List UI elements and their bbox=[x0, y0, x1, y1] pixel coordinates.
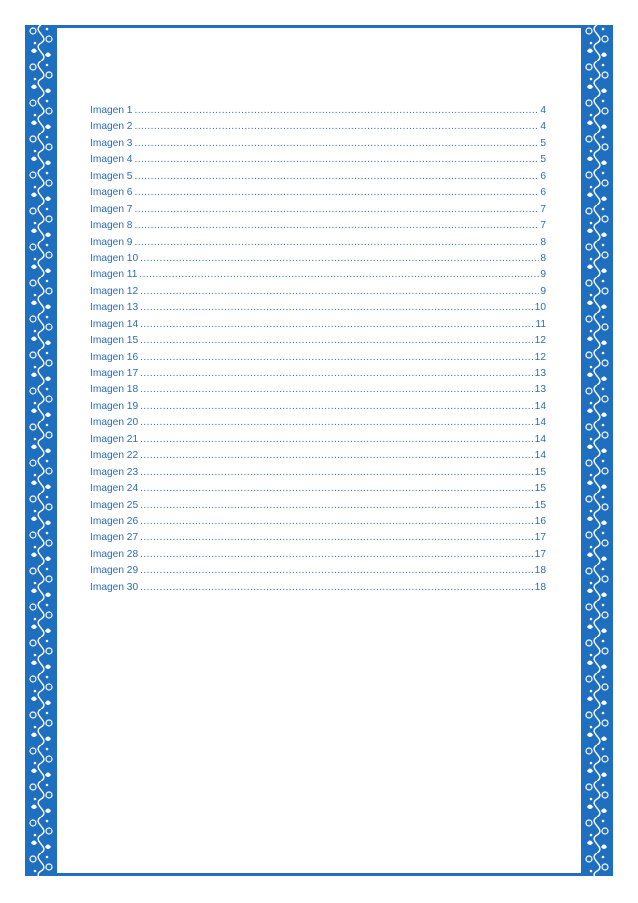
toc-dot-leader bbox=[140, 432, 534, 448]
toc-entry[interactable] bbox=[90, 119, 546, 135]
toc-entry-page-number: 12 bbox=[534, 335, 546, 347]
toc-entry-page-number: 6 bbox=[540, 187, 546, 199]
toc-entry[interactable] bbox=[90, 284, 546, 300]
toc-dot-leader bbox=[140, 399, 534, 415]
toc-entry-label: Imagen 18 bbox=[90, 384, 139, 396]
toc-entry-page-number: 18 bbox=[534, 581, 546, 593]
toc-dot-leader bbox=[134, 185, 539, 201]
toc-entry-page-number: 15 bbox=[534, 466, 546, 478]
toc-entry-page-number: 14 bbox=[534, 433, 546, 445]
toc-entry-label: Imagen 24 bbox=[90, 483, 139, 495]
toc-entry[interactable] bbox=[90, 530, 546, 546]
toc-entry[interactable] bbox=[90, 251, 546, 267]
toc-dot-leader bbox=[140, 317, 534, 333]
toc-entry-page-number: 8 bbox=[540, 236, 546, 248]
toc-dot-leader bbox=[140, 415, 534, 431]
toc-entry[interactable] bbox=[90, 366, 546, 382]
toc-entry[interactable] bbox=[90, 152, 546, 168]
toc-entry-label: Imagen 7 bbox=[90, 203, 133, 215]
toc-dot-leader bbox=[140, 251, 539, 267]
toc-entry-label: Imagen 17 bbox=[90, 368, 139, 379]
toc-dot-leader bbox=[140, 366, 534, 382]
toc-dot-leader bbox=[140, 563, 534, 579]
toc-entry-label: Imagen 5 bbox=[90, 170, 133, 182]
toc-entry[interactable] bbox=[90, 514, 546, 530]
toc-dot-leader bbox=[134, 103, 539, 119]
toc-entry[interactable] bbox=[90, 432, 546, 448]
toc-entry-label: Imagen 30 bbox=[90, 581, 139, 593]
toc-entry-label: Imagen 8 bbox=[90, 220, 133, 232]
toc-entry[interactable] bbox=[90, 317, 546, 333]
toc-entry[interactable] bbox=[90, 415, 546, 431]
toc-entry-page-number: 7 bbox=[540, 220, 546, 232]
toc-dot-leader bbox=[140, 382, 534, 398]
toc-dot-leader bbox=[139, 267, 539, 283]
toc-entry-label: Imagen 26 bbox=[90, 515, 139, 527]
toc-entry[interactable] bbox=[90, 300, 546, 316]
toc-entry-page-number: 4 bbox=[540, 105, 546, 116]
toc-entry[interactable] bbox=[90, 136, 546, 152]
toc-entry-label: Imagen 12 bbox=[90, 285, 139, 297]
toc-dot-leader bbox=[134, 235, 539, 251]
toc-entry[interactable] bbox=[90, 350, 546, 366]
toc-entry[interactable] bbox=[90, 481, 546, 497]
toc-entry-label: Imagen 20 bbox=[90, 417, 139, 429]
toc-entry-label: Imagen 23 bbox=[90, 466, 139, 478]
toc-entry-page-number: 14 bbox=[534, 400, 546, 412]
toc-entry-label: Imagen 6 bbox=[90, 187, 133, 199]
toc-entry-label: Imagen 1 bbox=[90, 105, 133, 116]
toc-entry-page-number: 5 bbox=[540, 137, 546, 149]
toc-entry-page-number: 9 bbox=[540, 269, 546, 281]
left-floral-pattern bbox=[25, 25, 57, 876]
toc-entry-label: Imagen 16 bbox=[90, 351, 139, 363]
toc-entry[interactable] bbox=[90, 563, 546, 579]
toc-entry[interactable] bbox=[90, 103, 546, 119]
toc-dot-leader bbox=[140, 547, 534, 563]
toc-dot-leader bbox=[134, 119, 539, 135]
toc-entry[interactable] bbox=[90, 218, 546, 234]
table-of-figures bbox=[90, 103, 546, 596]
toc-entry[interactable] bbox=[90, 580, 546, 596]
toc-entry[interactable] bbox=[90, 235, 546, 251]
toc-entry[interactable] bbox=[90, 169, 546, 185]
toc-dot-leader bbox=[134, 218, 539, 234]
toc-dot-leader bbox=[140, 448, 534, 464]
toc-entry-label: Imagen 10 bbox=[90, 252, 139, 264]
toc-entry-label: Imagen 4 bbox=[90, 154, 133, 166]
toc-dot-leader bbox=[140, 530, 534, 546]
toc-entry[interactable] bbox=[90, 498, 546, 514]
toc-entry-label: Imagen 29 bbox=[90, 565, 139, 577]
toc-entry-label: Imagen 14 bbox=[90, 318, 139, 330]
toc-entry-label: Imagen 13 bbox=[90, 302, 139, 314]
toc-dot-leader bbox=[134, 202, 539, 218]
toc-entry[interactable] bbox=[90, 202, 546, 218]
toc-entry[interactable] bbox=[90, 448, 546, 464]
toc-entry-page-number: 13 bbox=[534, 384, 546, 396]
toc-entry[interactable] bbox=[90, 333, 546, 349]
toc-dot-leader bbox=[140, 284, 539, 300]
toc-entry-page-number: 12 bbox=[534, 351, 546, 363]
toc-dot-leader bbox=[134, 169, 539, 185]
toc-entry-label: Imagen 22 bbox=[90, 450, 139, 462]
toc-dot-leader bbox=[140, 580, 534, 596]
toc-dot-leader bbox=[140, 333, 534, 349]
toc-entry[interactable] bbox=[90, 465, 546, 481]
toc-dot-leader bbox=[140, 300, 534, 316]
toc-entry-label: Imagen 15 bbox=[90, 335, 139, 347]
toc-entry-page-number: 6 bbox=[540, 170, 546, 182]
toc-entry-page-number: 17 bbox=[534, 532, 546, 544]
toc-entry[interactable] bbox=[90, 185, 546, 201]
toc-entry[interactable] bbox=[90, 547, 546, 563]
toc-entry-page-number: 16 bbox=[534, 515, 546, 527]
toc-entry-label: Imagen 3 bbox=[90, 137, 133, 149]
toc-entry-page-number: 7 bbox=[540, 203, 546, 215]
toc-dot-leader bbox=[140, 350, 534, 366]
toc-entry-label: Imagen 2 bbox=[90, 121, 133, 133]
toc-dot-leader bbox=[140, 465, 534, 481]
toc-entry-page-number: 11 bbox=[535, 318, 546, 330]
toc-entry-label: Imagen 21 bbox=[90, 433, 139, 445]
toc-entry-page-number: 15 bbox=[534, 499, 546, 511]
toc-entry-page-number: 4 bbox=[540, 121, 546, 133]
toc-dot-leader bbox=[134, 136, 539, 152]
toc-entry-page-number: 14 bbox=[534, 450, 546, 462]
toc-entry-page-number: 8 bbox=[540, 252, 546, 264]
right-floral-pattern bbox=[581, 25, 613, 876]
toc-dot-leader bbox=[140, 481, 534, 497]
toc-entry-page-number: 17 bbox=[534, 548, 546, 560]
toc-entry-page-number: 10 bbox=[534, 302, 546, 314]
toc-entry[interactable] bbox=[90, 382, 546, 398]
toc-entry-label: Imagen 27 bbox=[90, 532, 139, 544]
toc-dot-leader bbox=[140, 498, 534, 514]
toc-dot-leader bbox=[134, 152, 539, 168]
right-floral-border bbox=[581, 25, 613, 876]
toc-entry-page-number: 13 bbox=[534, 368, 546, 379]
toc-entry-label: Imagen 19 bbox=[90, 400, 139, 412]
left-floral-border bbox=[25, 25, 57, 876]
toc-entry-label: Imagen 25 bbox=[90, 499, 139, 511]
toc-entry[interactable] bbox=[90, 267, 546, 283]
toc-dot-leader bbox=[140, 514, 534, 530]
toc-entry-page-number: 14 bbox=[534, 417, 546, 429]
toc-entry-page-number: 18 bbox=[534, 565, 546, 577]
toc-entry-page-number: 5 bbox=[540, 154, 546, 166]
toc-entry-label: Imagen 9 bbox=[90, 236, 133, 248]
toc-entry-label: Imagen 28 bbox=[90, 548, 139, 560]
toc-entry-page-number: 9 bbox=[540, 285, 546, 297]
toc-entry[interactable] bbox=[90, 399, 546, 415]
toc-entry-page-number: 15 bbox=[534, 483, 546, 495]
toc-entry-label: Imagen 11 bbox=[90, 269, 138, 281]
